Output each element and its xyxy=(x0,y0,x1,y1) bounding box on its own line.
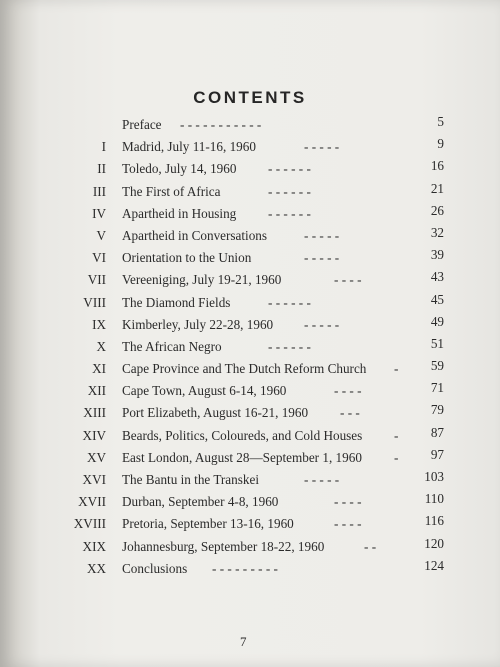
chapter-numeral: XIX xyxy=(82,538,106,554)
chapter-page-number: 71 xyxy=(430,380,444,396)
leader-dashes: - - - - xyxy=(334,272,362,288)
toc-entry xyxy=(0,292,500,314)
toc-entry xyxy=(0,181,500,203)
chapter-title: The First of Africa xyxy=(122,183,221,199)
chapter-title: Port Elizabeth, August 16-21, 1960 xyxy=(122,405,309,421)
chapter-page-number: 43 xyxy=(430,269,444,285)
leader-dashes: - xyxy=(394,427,399,443)
chapter-numeral: III xyxy=(92,183,106,199)
chapter-title: Beards, Politics, Coloureds, and Cold Houses xyxy=(122,427,363,443)
chapter-numeral: XX xyxy=(86,560,106,576)
chapter-title: East London, August 28—September 1, 1960 xyxy=(122,449,362,465)
toc-entry xyxy=(0,380,500,402)
chapter-page-number: 59 xyxy=(430,358,444,374)
chapter-page-number: 87 xyxy=(430,424,444,440)
chapter-numeral: XVII xyxy=(78,494,106,510)
chapter-title: Apartheid in Housing xyxy=(122,205,237,221)
chapter-numeral: XVIII xyxy=(73,516,106,532)
chapter-page-number: 45 xyxy=(430,291,444,307)
toc-entry xyxy=(0,358,500,380)
toc-entry xyxy=(0,203,500,225)
chapter-page-number: 124 xyxy=(424,557,444,573)
leader-dashes: - - - - xyxy=(334,494,362,510)
toc-entry xyxy=(0,469,500,491)
chapter-title: The Diamond Fields xyxy=(122,294,231,310)
chapter-title: Cape Province and The Dutch Reform Church xyxy=(122,361,367,377)
chapter-numeral: V xyxy=(96,227,106,243)
chapter-numeral: II xyxy=(97,161,106,177)
chapter-page-number: 79 xyxy=(430,402,444,418)
chapter-page-number: 16 xyxy=(430,158,444,174)
chapter-title: Toledo, July 14, 1960 xyxy=(122,161,237,177)
chapter-title: Conclusions xyxy=(122,560,188,576)
chapter-page-number: 21 xyxy=(430,180,444,196)
toc-entry xyxy=(0,114,500,136)
toc-entry xyxy=(0,402,500,424)
chapter-page-number: 5 xyxy=(437,114,444,129)
toc-entry xyxy=(0,136,500,158)
toc-entry xyxy=(0,314,500,336)
toc-entry xyxy=(0,225,500,247)
leader-dashes: - - - - - - xyxy=(268,161,311,177)
leader-dashes: - - - - - xyxy=(304,316,340,332)
chapter-page-number: 9 xyxy=(437,136,444,152)
chapter-title: Durban, September 4-8, 1960 xyxy=(122,494,279,510)
leader-dashes: - - - - - - - - - - - xyxy=(180,117,262,132)
chapter-title: Vereeniging, July 19-21, 1960 xyxy=(122,272,282,288)
leader-dashes: - - - - - - xyxy=(268,338,311,354)
chapter-numeral: XVI xyxy=(82,472,106,487)
chapter-page-number: 120 xyxy=(424,535,444,551)
chapter-page-number: 26 xyxy=(430,202,444,218)
chapter-numeral: XI xyxy=(92,361,106,377)
leader-dashes: - - - - - - xyxy=(268,205,311,221)
leader-dashes: - - - - - xyxy=(304,227,340,243)
chapter-page-number: 39 xyxy=(430,247,444,263)
leader-dashes: - - xyxy=(364,538,377,554)
chapter-numeral: XIV xyxy=(82,427,106,443)
leader-dashes: - - - - - - xyxy=(268,183,311,199)
chapter-title: Orientation to the Union xyxy=(122,250,252,266)
toc-entry xyxy=(0,491,500,513)
chapter-numeral: XIII xyxy=(83,405,106,421)
chapter-numeral: XV xyxy=(86,449,106,465)
chapter-title: The African Negro xyxy=(122,338,222,354)
leader-dashes: - - - - - xyxy=(304,139,340,155)
chapter-page-number: 103 xyxy=(424,469,444,484)
chapter-title: Preface xyxy=(122,117,162,132)
chapter-title: Johannesburg, September 18-22, 1960 xyxy=(122,538,325,554)
chapter-numeral: XII xyxy=(87,383,106,399)
chapter-numeral: VII xyxy=(87,272,106,288)
leader-dashes: - - - - - xyxy=(304,472,340,487)
chapter-title: Pretoria, September 13-16, 1960 xyxy=(122,516,294,532)
chapter-page-number: 116 xyxy=(424,513,444,529)
chapter-title: Apartheid in Conversations xyxy=(122,227,268,243)
table-of-contents xyxy=(0,114,500,580)
leader-dashes: - - - - xyxy=(334,383,362,399)
leader-dashes: - - - - - - - - - xyxy=(212,560,278,576)
chapter-title: Kimberley, July 22-28, 1960 xyxy=(122,316,274,332)
chapter-page-number: 32 xyxy=(430,224,444,240)
chapter-numeral: I xyxy=(101,139,106,155)
leader-dashes: - - - - - - xyxy=(268,294,311,310)
toc-entry xyxy=(0,158,500,180)
contents-title: CONTENTS xyxy=(193,88,307,107)
chapter-page-number: 110 xyxy=(424,491,444,507)
toc-entry xyxy=(0,269,500,291)
leader-dashes: - xyxy=(394,361,399,377)
leader-dashes: - - - - xyxy=(334,516,362,532)
leader-dashes: - - - xyxy=(340,405,360,421)
chapter-page-number: 97 xyxy=(430,446,444,462)
toc-entry xyxy=(0,247,500,269)
chapter-title: Madrid, July 11-16, 1960 xyxy=(122,139,256,155)
toc-entry xyxy=(0,425,500,447)
chapter-numeral: X xyxy=(96,338,106,354)
toc-entry xyxy=(0,513,500,535)
leader-dashes: - - - - - xyxy=(304,250,340,266)
toc-entry xyxy=(0,447,500,469)
chapter-page-number: 51 xyxy=(430,335,444,351)
chapter-numeral: VIII xyxy=(83,294,106,310)
toc-entry xyxy=(0,336,500,358)
toc-entry xyxy=(0,558,500,580)
chapter-numeral: IX xyxy=(92,316,106,332)
leader-dashes: - xyxy=(394,449,399,465)
chapter-numeral: VI xyxy=(92,250,106,266)
chapter-numeral: IV xyxy=(92,205,106,221)
toc-entry xyxy=(0,536,500,558)
page-number: 7 xyxy=(240,634,247,649)
chapter-title: The Bantu in the Transkei xyxy=(122,472,259,487)
chapter-title: Cape Town, August 6-14, 1960 xyxy=(122,383,287,399)
chapter-page-number: 49 xyxy=(430,313,444,329)
